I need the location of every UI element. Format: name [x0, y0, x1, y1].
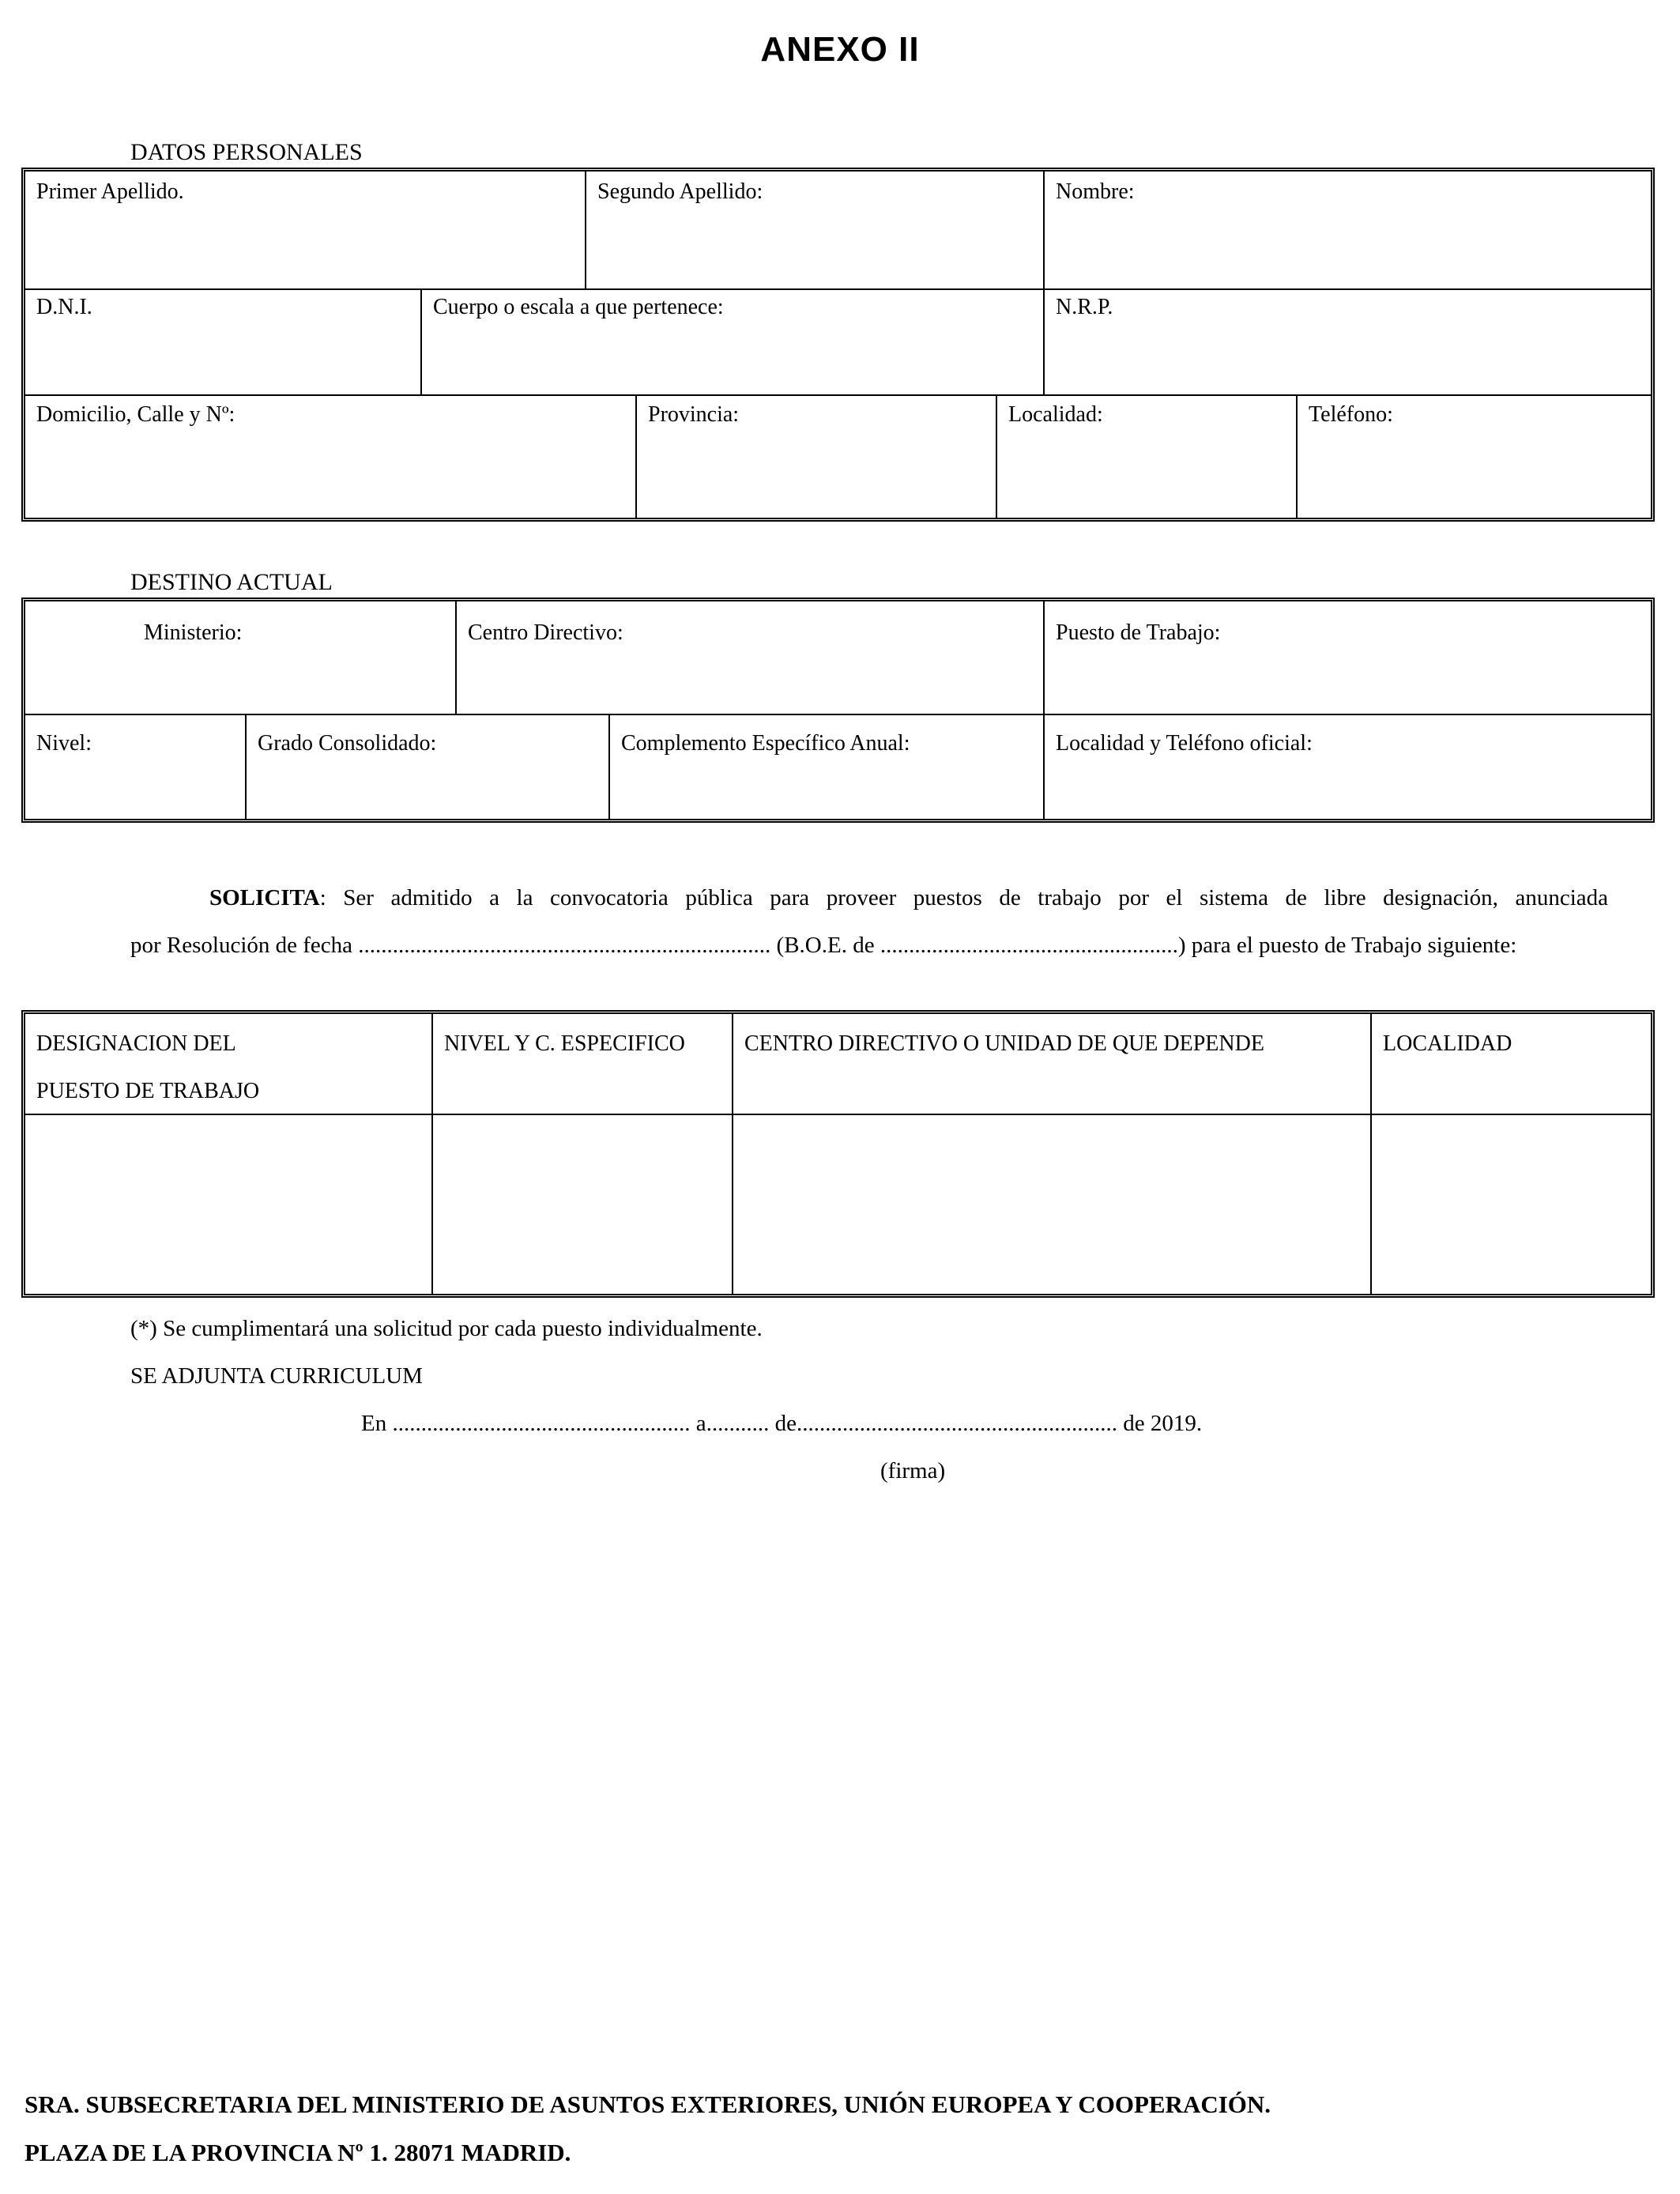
cuerpo-escala-label: Cuerpo o escala a que pertenece: [433, 295, 724, 319]
destino-actual-table [21, 598, 1655, 823]
solicita-line-1 [209, 885, 1608, 911]
provincia-label: Provincia: [648, 402, 740, 427]
telefono-label: Teléfono: [1309, 402, 1393, 427]
lugar-fecha-line: En .................................................... a........... de........................................................ de 2019. [361, 1411, 1203, 1436]
solicita-text: : Ser admitido a la convocatoria pública para proveer puestos de trabajo por el sistema de libre designación, anunciada [319, 885, 1608, 910]
page-title: ANEXO II [760, 30, 920, 69]
telefono-field[interactable] [1298, 396, 1651, 518]
recipient-line-1: SRA. SUBSECRETARIA DEL MINISTERIO DE ASUNTOS EXTERIORES, UNIÓN EUROPEA Y COOPERACIÓN. [24, 2090, 1271, 2118]
puesto-input-row [25, 1115, 1651, 1294]
segundo-apellido-field[interactable] [586, 172, 1045, 288]
localidad-input-cell[interactable] [1372, 1115, 1651, 1294]
nivel-especifico-header [433, 1014, 733, 1114]
nivel-especifico-input-cell[interactable] [433, 1115, 733, 1294]
nivel-field[interactable] [25, 715, 247, 819]
puesto-trabajo-field[interactable] [1045, 601, 1651, 714]
destino-row-2 [25, 715, 1651, 819]
designacion-input-cell[interactable] [25, 1115, 433, 1294]
nrp-field[interactable] [1045, 290, 1651, 394]
localidad-telefono-label: Localidad y Teléfono oficial: [1056, 731, 1313, 756]
grado-consolidado-label: Grado Consolidado: [258, 731, 437, 756]
recipient-line-2: PLAZA DE LA PROVINCIA Nº 1. 28071 MADRID. [24, 2139, 571, 2166]
nivel-label: Nivel: [36, 731, 92, 756]
dni-field[interactable] [25, 290, 422, 394]
provincia-field[interactable] [637, 396, 997, 518]
centro-directivo-header [733, 1014, 1372, 1114]
datos-row-1 [25, 172, 1651, 290]
nombre-label: Nombre: [1056, 179, 1135, 204]
grado-consolidado-field[interactable] [247, 715, 610, 819]
nivel-especifico-header-label: NIVEL Y C. ESPECIFICO [444, 1031, 685, 1056]
note-text: (*) Se cumplimentará una solicitud por cada puesto individualmente. [130, 1316, 763, 1341]
solicita-keyword: SOLICITA [209, 885, 320, 910]
designacion-header [25, 1014, 433, 1114]
puesto-solicitado-table [21, 1010, 1655, 1298]
ministerio-label: Ministerio: [144, 620, 243, 645]
adjunta-curriculum-text: SE ADJUNTA CURRICULUM [130, 1363, 423, 1389]
puesto-header-row [25, 1014, 1651, 1115]
puesto-trabajo-label: Puesto de Trabajo: [1056, 620, 1221, 645]
primer-apellido-field[interactable] [25, 172, 586, 288]
cuerpo-escala-field[interactable] [422, 290, 1045, 394]
nombre-field[interactable] [1045, 172, 1651, 288]
segundo-apellido-label: Segundo Apellido: [597, 179, 763, 204]
designacion-header-line-1: DESIGNACION DEL [36, 1031, 236, 1056]
localidad-field[interactable] [997, 396, 1298, 518]
domicilio-field[interactable] [25, 396, 637, 518]
complemento-especifico-field[interactable] [610, 715, 1045, 819]
dni-label: D.N.I. [36, 295, 92, 319]
centro-directivo-field[interactable] [457, 601, 1045, 714]
domicilio-label: Domicilio, Calle y Nº: [36, 402, 235, 427]
section-label-destino-actual: DESTINO ACTUAL [130, 569, 333, 595]
solicita-line-2: por Resolución de fecha ........................................................................ (B.O.E. de ....................................................) para el puesto de Trabajo siguiente: [130, 933, 1517, 958]
centro-directivo-header-label: CENTRO DIRECTIVO O UNIDAD DE QUE DEPENDE [744, 1031, 1264, 1056]
primer-apellido-label: Primer Apellido. [36, 179, 184, 204]
localidad-label: Localidad: [1008, 402, 1103, 427]
designacion-header-line-2: PUESTO DE TRABAJO [36, 1079, 260, 1103]
firma-label: (firma) [880, 1458, 946, 1483]
localidad-header-label: LOCALIDAD [1383, 1031, 1512, 1056]
datos-row-2 [25, 290, 1651, 396]
nrp-label: N.R.P. [1056, 295, 1113, 319]
datos-personales-table [21, 168, 1655, 522]
section-label-datos-personales: DATOS PERSONALES [130, 139, 363, 165]
centro-directivo-label: Centro Directivo: [468, 620, 623, 645]
localidad-telefono-field[interactable] [1045, 715, 1651, 819]
destino-row-1 [25, 601, 1651, 715]
complemento-especifico-label: Complemento Específico Anual: [621, 731, 910, 756]
centro-directivo-input-cell[interactable] [733, 1115, 1372, 1294]
datos-row-3 [25, 396, 1651, 518]
localidad-header [1372, 1014, 1651, 1114]
ministerio-field[interactable] [25, 601, 457, 714]
